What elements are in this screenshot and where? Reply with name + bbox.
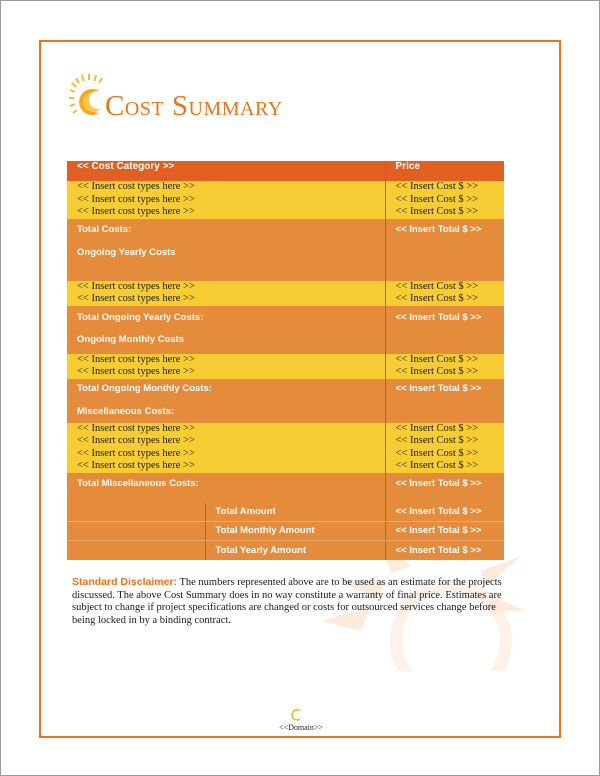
table-row [67,306,504,354]
footer-domain: <<Domain>> [279,723,323,732]
table-row [67,379,504,423]
total-amount-label: Total Amount [205,503,385,522]
cost-value: << Insert Cost $ >> [395,353,479,365]
cost-value: << Insert Cost $ >> [395,460,479,471]
table-row [67,521,504,540]
disclaimer-text: The numbers represented above are to be used as an estimate for the projects discussed. The above Cost Summary does in no way constitute a warranty of final price. Estimates are subject to change if project specifications are changed or costs for outsourced services change before being locked in by a binding contract. [72,577,502,626]
cost-value: << Insert Cost $ >> [395,181,479,192]
cost-type-item: << Insert cost types here >> [77,181,195,192]
header-price: Price [385,161,504,181]
total-value: << Insert Total $ >> [395,382,482,394]
cost-type-item: << Insert cost types here >> [77,435,195,446]
table-row [67,181,504,219]
total-costs-label: Total Costs: [77,223,132,235]
total-ongoing-yearly-label: Total Ongoing Yearly Costs: [77,311,204,323]
total-value: << Insert Total $ >> [395,311,482,323]
cost-value: << Insert Cost $ >> [395,206,479,217]
total-yearly-amount-label: Total Yearly Amount [205,540,385,560]
total-ongoing-monthly-label: Total Ongoing Monthly Costs: [77,382,212,394]
total-monthly-amount-label: Total Monthly Amount [205,521,385,540]
disclaimer [72,576,512,627]
cost-value: << Insert Cost $ >> [395,435,479,446]
cost-value: << Insert Cost $ >> [395,280,479,292]
table-header-row [67,161,504,181]
table-row [67,473,504,503]
cost-value: << Insert Cost $ >> [395,422,479,434]
cost-value: << Insert Cost $ >> [395,366,479,377]
cost-type-item: << Insert cost types here >> [77,447,195,459]
total-value: << Insert Total $ >> [385,503,504,522]
total-value: << Insert Total $ >> [395,223,482,235]
section-label-miscellaneous: Miscellaneous Costs: [77,405,175,417]
page-title: Cost Summary [105,90,283,122]
sun-footer-icon [291,708,303,721]
disclaimer-label: Standard Disclaimer: [72,576,178,588]
table-row [67,219,504,281]
section-label-ongoing-monthly: Ongoing Monthly Costs [77,333,185,345]
section-label-ongoing-yearly: Ongoing Yearly Costs [77,246,176,258]
cost-value: << Insert Cost $ >> [395,293,479,304]
sun-logo-icon [69,71,109,119]
cost-value: << Insert Cost $ >> [395,193,479,205]
total-value: << Insert Total $ >> [385,521,504,540]
cost-type-item: << Insert cost types here >> [77,353,195,365]
header-cost-category: << Cost Category >> [67,161,385,181]
table-row [67,503,504,522]
cost-type-item: << Insert cost types here >> [77,366,195,377]
cost-value: << Insert Cost $ >> [395,447,479,459]
cost-type-item: << Insert cost types here >> [77,293,195,304]
table-row [67,281,504,306]
total-miscellaneous-label: Total Miscellaneous Costs: [77,477,199,489]
cost-type-item: << Insert cost types here >> [77,206,195,217]
total-value: << Insert Total $ >> [395,477,482,489]
table-row [67,540,504,560]
cost-summary-table [67,161,504,560]
table-row [67,423,504,473]
cost-type-item: << Insert cost types here >> [77,460,195,471]
cost-type-item: << Insert cost types here >> [77,422,195,434]
table-row [67,354,504,379]
total-value: << Insert Total $ >> [385,540,504,560]
cost-type-item: << Insert cost types here >> [77,193,195,205]
cost-type-item: << Insert cost types here >> [77,280,195,292]
